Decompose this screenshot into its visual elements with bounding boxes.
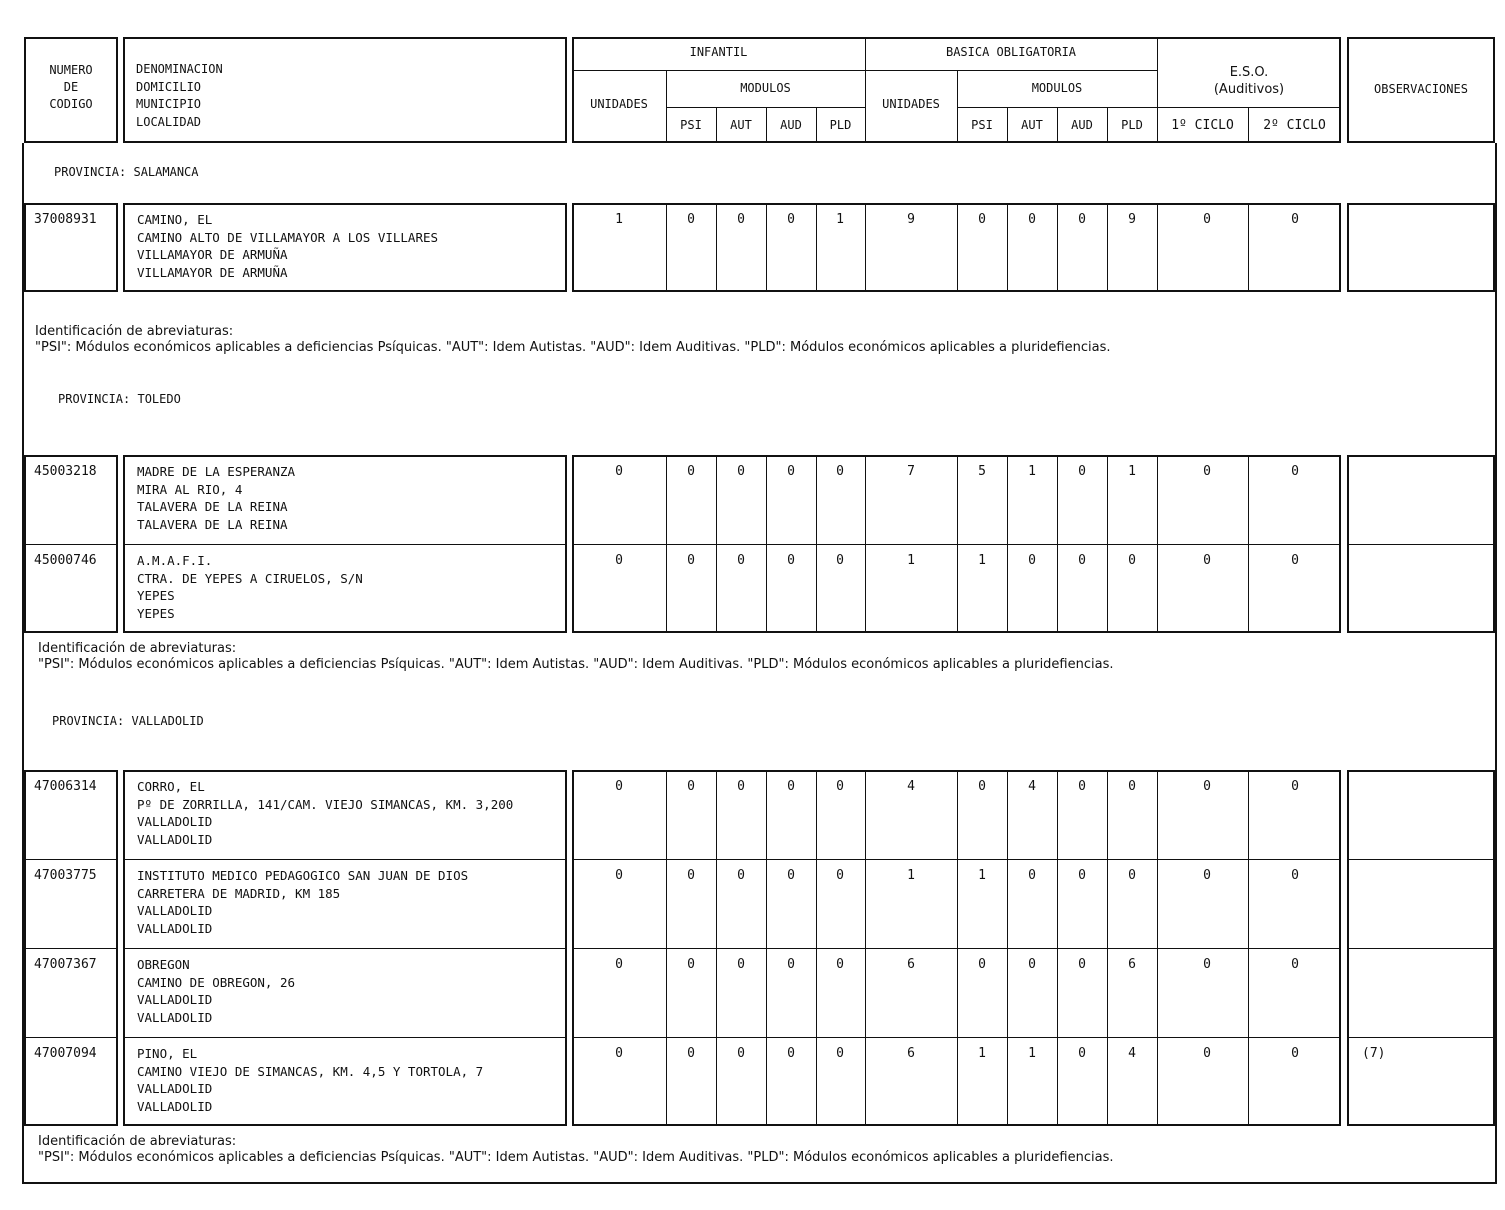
cell-value: 0 bbox=[1078, 464, 1086, 479]
cell-value: 6 bbox=[1128, 957, 1136, 972]
cell-value: 1 bbox=[615, 212, 623, 227]
denominacion-line: CORRO, EL bbox=[137, 779, 205, 794]
row-divider bbox=[1347, 544, 1495, 545]
cell-value: 0 bbox=[836, 957, 844, 972]
cell-value: 0 bbox=[737, 553, 745, 568]
cell-value: 0 bbox=[1078, 957, 1086, 972]
header-observaciones: OBSERVACIONES bbox=[1374, 82, 1468, 96]
row-divider bbox=[123, 544, 567, 545]
cell-value: 0 bbox=[737, 464, 745, 479]
cell-value: 0 bbox=[687, 212, 695, 227]
header-modulos-basica: MODULOS bbox=[1031, 81, 1083, 95]
header-pld-basica: PLD bbox=[1121, 118, 1143, 132]
denominacion-line: VILLAMAYOR DE ARMUÑA bbox=[137, 265, 288, 281]
column-divider bbox=[865, 203, 866, 292]
cell-value: 0 bbox=[1203, 464, 1211, 479]
denominacion-line: PINO, EL bbox=[137, 1046, 198, 1061]
header-ciclo2: 2º CICLO bbox=[1263, 118, 1326, 133]
denominacion-line: MIRA AL RIO, 4 bbox=[137, 481, 243, 497]
denominacion-line: VALLADOLID bbox=[137, 832, 213, 848]
cell-value: 0 bbox=[687, 1046, 695, 1061]
cell-value: 0 bbox=[1291, 868, 1299, 883]
cell-value: 0 bbox=[687, 553, 695, 568]
column-divider bbox=[1157, 203, 1158, 292]
observaciones-column-box bbox=[1347, 203, 1495, 292]
cell-value: 1 bbox=[978, 868, 986, 883]
cell-value: 0 bbox=[1291, 779, 1299, 794]
cell-value: 9 bbox=[1128, 212, 1136, 227]
cell-value: 0 bbox=[1078, 1046, 1086, 1061]
denominacion-line: CAMINO DE OBREGON, 26 bbox=[137, 974, 296, 990]
province-title: PROVINCIA: VALLADOLID bbox=[52, 714, 204, 728]
center-code: 37008931 bbox=[34, 212, 97, 227]
denominacion-line: TALAVERA DE LA REINA bbox=[137, 517, 288, 533]
header-pld: PLD bbox=[829, 118, 852, 132]
row-divider bbox=[572, 859, 1341, 860]
header-aut: AUT bbox=[730, 118, 752, 132]
center-code: 47007094 bbox=[34, 1046, 97, 1061]
cell-value: 6 bbox=[907, 1046, 915, 1061]
cell-value: 0 bbox=[787, 868, 795, 883]
header-modulos-infantil: MODULOS bbox=[740, 81, 791, 95]
cell-value: 0 bbox=[978, 779, 986, 794]
row-divider bbox=[24, 948, 118, 949]
denominacion-line: CTRA. DE YEPES A CIRUELOS, S/N bbox=[137, 570, 363, 586]
cell-value: 0 bbox=[1291, 1046, 1299, 1061]
denominacion-line: YEPES bbox=[137, 588, 175, 604]
row-divider bbox=[24, 1037, 118, 1038]
denominacion-line: CAMINO VIEJO DE SIMANCAS, KM. 4,5 Y TORTOLA, 7 bbox=[137, 1063, 484, 1079]
cell-value: 0 bbox=[737, 212, 745, 227]
denominacion-line: VALLADOLID bbox=[137, 1099, 213, 1115]
denominacion-line: VALLADOLID bbox=[137, 903, 213, 919]
cell-value: 0 bbox=[1291, 957, 1299, 972]
observacion-value: (7) bbox=[1362, 1046, 1386, 1061]
cell-value: 0 bbox=[836, 553, 844, 568]
denominacion-line: A.M.A.F.I. bbox=[137, 553, 213, 568]
cell-value: 0 bbox=[1028, 868, 1036, 883]
denominacion-line: VALLADOLID bbox=[137, 1010, 213, 1026]
cell-value: 4 bbox=[907, 779, 915, 794]
header-unidades-basica: UNIDADES bbox=[882, 97, 940, 111]
cell-value: 4 bbox=[1028, 779, 1036, 794]
denominacion-line: CAMINO, EL bbox=[137, 212, 213, 227]
cell-value: 1 bbox=[978, 1046, 986, 1061]
denominacion-line: VALLADOLID bbox=[137, 921, 213, 937]
row-divider bbox=[572, 1037, 1341, 1038]
row-divider bbox=[24, 544, 118, 545]
abbreviations-note: Identificación de abreviaturas: "PSI": Módulos económicos aplicables a deficiencias Psíquicas. "AUT": Idem Autistas. "AUD": Idem Auditivas. "PLD": Módulos económicos aplicables a pluridefiencias. bbox=[38, 641, 1114, 672]
cell-value: 0 bbox=[1203, 553, 1211, 568]
cell-value: 5 bbox=[978, 464, 986, 479]
cell-value: 0 bbox=[1078, 779, 1086, 794]
cell-value: 0 bbox=[978, 957, 986, 972]
denominacion-line: YEPES bbox=[137, 606, 175, 622]
center-code: 47003775 bbox=[34, 868, 97, 883]
cell-value: 1 bbox=[1028, 1046, 1036, 1061]
row-divider bbox=[123, 859, 567, 860]
header-aud-basica: AUD bbox=[1071, 118, 1093, 132]
cell-value: 0 bbox=[1203, 957, 1211, 972]
denominacion-line: VALLADOLID bbox=[137, 1081, 213, 1097]
cell-value: 0 bbox=[1203, 779, 1211, 794]
cell-value: 0 bbox=[687, 957, 695, 972]
cell-value: 0 bbox=[1028, 212, 1036, 227]
denominacion-line: CARRETERA DE MADRID, KM 185 bbox=[137, 885, 341, 901]
header-psi-basica: PSI bbox=[971, 118, 993, 132]
cell-value: 1 bbox=[978, 553, 986, 568]
cell-value: 0 bbox=[836, 1046, 844, 1061]
center-denominacion bbox=[137, 1045, 483, 1116]
denominacion-line: INSTITUTO MEDICO PEDAGOGICO SAN JUAN DE DIOS bbox=[137, 868, 469, 883]
denominacion-line: TALAVERA DE LA REINA bbox=[137, 499, 288, 515]
denominacion-line: VILLAMAYOR DE ARMUÑA bbox=[137, 247, 288, 263]
cell-value: 0 bbox=[978, 212, 986, 227]
header-unidades-infantil: UNIDADES bbox=[590, 97, 648, 111]
center-code: 45000746 bbox=[34, 553, 97, 568]
cell-value: 0 bbox=[1203, 868, 1211, 883]
cell-value: 0 bbox=[687, 464, 695, 479]
cell-value: 6 bbox=[907, 957, 915, 972]
denominacion-line: OBREGON bbox=[137, 957, 190, 972]
cell-value: 1 bbox=[836, 212, 844, 227]
cell-value: 0 bbox=[787, 464, 795, 479]
cell-value: 0 bbox=[687, 868, 695, 883]
cell-value: 0 bbox=[1291, 464, 1299, 479]
row-divider bbox=[24, 859, 118, 860]
cell-value: 0 bbox=[787, 957, 795, 972]
row-divider bbox=[1347, 859, 1495, 860]
denominacion-line: CAMINO ALTO DE VILLAMAYOR A LOS VILLARES bbox=[137, 229, 439, 245]
center-denominacion bbox=[137, 867, 468, 938]
cell-value: 0 bbox=[1128, 553, 1136, 568]
cell-value: 1 bbox=[907, 553, 915, 568]
cell-value: 1 bbox=[1028, 464, 1036, 479]
cell-value: 0 bbox=[1203, 1046, 1211, 1061]
cell-value: 0 bbox=[737, 868, 745, 883]
center-code: 45003218 bbox=[34, 464, 97, 479]
cell-value: 0 bbox=[1128, 779, 1136, 794]
cell-value: 0 bbox=[615, 1046, 623, 1061]
cell-value: 0 bbox=[737, 957, 745, 972]
row-divider bbox=[572, 544, 1341, 545]
center-denominacion bbox=[137, 463, 295, 534]
denominacion-line: VALLADOLID bbox=[137, 814, 213, 830]
header-ciclo1: 1º CICLO bbox=[1171, 118, 1234, 133]
cell-value: 0 bbox=[1028, 553, 1036, 568]
row-divider bbox=[1347, 948, 1495, 949]
cell-value: 0 bbox=[737, 1046, 745, 1061]
cell-value: 0 bbox=[615, 779, 623, 794]
denominacion-line: VALLADOLID bbox=[137, 992, 213, 1008]
cell-value: 0 bbox=[687, 779, 695, 794]
cell-value: 9 bbox=[907, 212, 915, 227]
cell-value: 0 bbox=[1203, 212, 1211, 227]
cell-value: 0 bbox=[1291, 553, 1299, 568]
header-basica: BASICA OBLIGATORIA bbox=[945, 45, 1077, 59]
denominacion-line: Pº DE ZORRILLA, 141/CAM. VIEJO SIMANCAS, KM. 3,200 bbox=[137, 796, 514, 812]
cell-value: 0 bbox=[1078, 868, 1086, 883]
denominacion-line: MADRE DE LA ESPERANZA bbox=[137, 464, 296, 479]
cell-value: 0 bbox=[836, 868, 844, 883]
cell-value: 0 bbox=[615, 464, 623, 479]
cell-value: 0 bbox=[787, 779, 795, 794]
center-code: 47007367 bbox=[34, 957, 97, 972]
cell-value: 7 bbox=[907, 464, 915, 479]
cell-value: 0 bbox=[615, 868, 623, 883]
cell-value: 0 bbox=[836, 779, 844, 794]
center-denominacion bbox=[137, 211, 438, 282]
row-divider bbox=[1347, 1037, 1495, 1038]
province-title: PROVINCIA: SALAMANCA bbox=[54, 165, 199, 179]
header-numero: NUMERO DE CODIGO bbox=[49, 63, 93, 111]
header-psi: PSI bbox=[680, 118, 702, 132]
cell-value: 0 bbox=[836, 464, 844, 479]
row-divider bbox=[123, 948, 567, 949]
cell-value: 0 bbox=[787, 553, 795, 568]
abbreviations-note: Identificación de abreviaturas: "PSI": Módulos económicos aplicables a deficiencias Psíquicas. "AUT": Idem Autistas. "AUD": Idem Auditivas. "PLD": Módulos económicos aplicables a pluridefiencias. bbox=[35, 324, 1111, 355]
header-denominacion: DENOMINACION DOMICILIO MUNICIPIO LOCALIDAD bbox=[136, 62, 223, 129]
header-infantil: INFANTIL bbox=[689, 45, 748, 59]
cell-value: 4 bbox=[1128, 1046, 1136, 1061]
cell-value: 1 bbox=[907, 868, 915, 883]
center-code: 47006314 bbox=[34, 779, 97, 794]
header-eso: E.S.O. (Auditivos) bbox=[1213, 65, 1285, 97]
center-denominacion bbox=[137, 552, 363, 623]
province-title: PROVINCIA: TOLEDO bbox=[58, 392, 181, 406]
cell-value: 0 bbox=[1078, 212, 1086, 227]
center-denominacion bbox=[137, 956, 295, 1027]
center-denominacion bbox=[137, 778, 513, 849]
row-divider bbox=[123, 1037, 567, 1038]
cell-value: 0 bbox=[615, 553, 623, 568]
cell-value: 0 bbox=[787, 1046, 795, 1061]
header-aut-basica: AUT bbox=[1021, 118, 1043, 132]
cell-value: 0 bbox=[737, 779, 745, 794]
cell-value: 0 bbox=[615, 957, 623, 972]
column-divider bbox=[1248, 203, 1249, 292]
cell-value: 0 bbox=[1028, 957, 1036, 972]
header-aud: AUD bbox=[780, 118, 802, 132]
cell-value: 1 bbox=[1128, 464, 1136, 479]
cell-value: 0 bbox=[1291, 212, 1299, 227]
abbreviations-note: Identificación de abreviaturas: "PSI": Módulos económicos aplicables a deficiencias Psíquicas. "AUT": Idem Autistas. "AUD": Idem Auditivas. "PLD": Módulos económicos aplicables a pluridefiencias. bbox=[38, 1134, 1114, 1165]
cell-value: 0 bbox=[1078, 553, 1086, 568]
cell-value: 0 bbox=[787, 212, 795, 227]
row-divider bbox=[572, 948, 1341, 949]
cell-value: 0 bbox=[1128, 868, 1136, 883]
